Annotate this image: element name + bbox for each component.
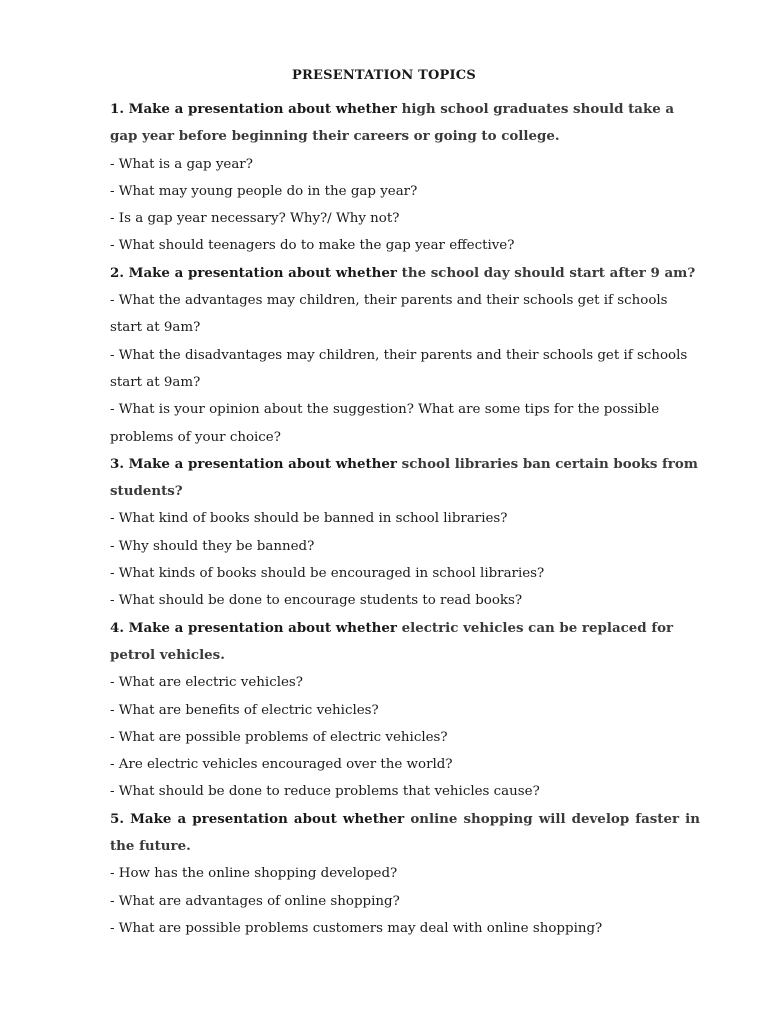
- topic-subject: electric vehicles can be replaced for petrol vehicles.: [110, 619, 674, 663]
- topic-heading: [110, 806, 700, 861]
- question: - What the advantages may children, their parents and their schools get if schools start at 9am?: [110, 293, 668, 336]
- question: - What are benefits of electric vehicles?: [110, 702, 379, 718]
- topic-3: [110, 451, 700, 615]
- topic-lead: Make a presentation about whether: [128, 264, 397, 281]
- topic-heading: [110, 260, 700, 287]
- topic-heading: [110, 451, 700, 506]
- question: - What kind of books should be banned in school libraries?: [110, 511, 508, 527]
- topic-5: [110, 806, 700, 942]
- topic-number: 1.: [110, 101, 124, 117]
- question: - What are possible problems customers may deal with online shopping?: [110, 920, 603, 936]
- topic-lead: Make a presentation about whether: [130, 810, 405, 827]
- question: - What should be done to encourage students to read books?: [110, 593, 523, 609]
- question: - What are electric vehicles?: [110, 675, 303, 691]
- topic-number: 3.: [110, 455, 124, 472]
- question: - What is a gap year?: [110, 156, 253, 172]
- topic-number: 4.: [110, 619, 124, 636]
- question: - What are possible problems of electric vehicles?: [110, 729, 448, 745]
- question: - How has the online shopping developed?: [110, 866, 398, 882]
- question: - Why should they be banned?: [110, 538, 315, 554]
- question: - What is your opinion about the suggestion? What are some tips for the possible problems of your choice?: [110, 402, 660, 445]
- topic-lead: Make a presentation about whether: [128, 101, 397, 117]
- question: - What kinds of books should be encouraged in school libraries?: [110, 566, 545, 582]
- topic-lead: Make a presentation about whether: [128, 619, 397, 636]
- question: - Are electric vehicles encouraged over the world?: [110, 757, 453, 773]
- topic-subject: high school graduates should take a gap year before beginning their careers or going to college.: [110, 101, 675, 145]
- question: - What may young people do in the gap year?: [110, 183, 418, 199]
- question: - What are advantages of online shopping?: [110, 893, 400, 909]
- question: - What the disadvantages may children, their parents and their schools get if schools start at 9am?: [110, 347, 688, 390]
- question: - What should teenagers do to make the gap year effective?: [110, 238, 515, 254]
- topic-number: 2.: [110, 264, 124, 281]
- question: - Is a gap year necessary? Why?/ Why not?: [110, 211, 400, 227]
- topic-subject: online shopping will develop faster in the future.: [110, 810, 700, 855]
- document-title: PRESENTATION TOPICS: [292, 68, 476, 83]
- topics-list: [110, 96, 700, 942]
- topic-number: 5.: [110, 810, 124, 827]
- topic-subject: the school day should start after 9 am?: [401, 264, 696, 281]
- topic-4: [110, 615, 700, 806]
- topic-lead: Make a presentation about whether: [128, 455, 397, 472]
- topic-2: [110, 260, 700, 451]
- topic-subject: school libraries ban certain books from students?: [110, 455, 698, 500]
- topic-1: [110, 96, 700, 260]
- question: - What should be done to reduce problems that vehicles cause?: [110, 784, 540, 800]
- topic-heading: [110, 615, 700, 670]
- topic-heading: [110, 96, 700, 151]
